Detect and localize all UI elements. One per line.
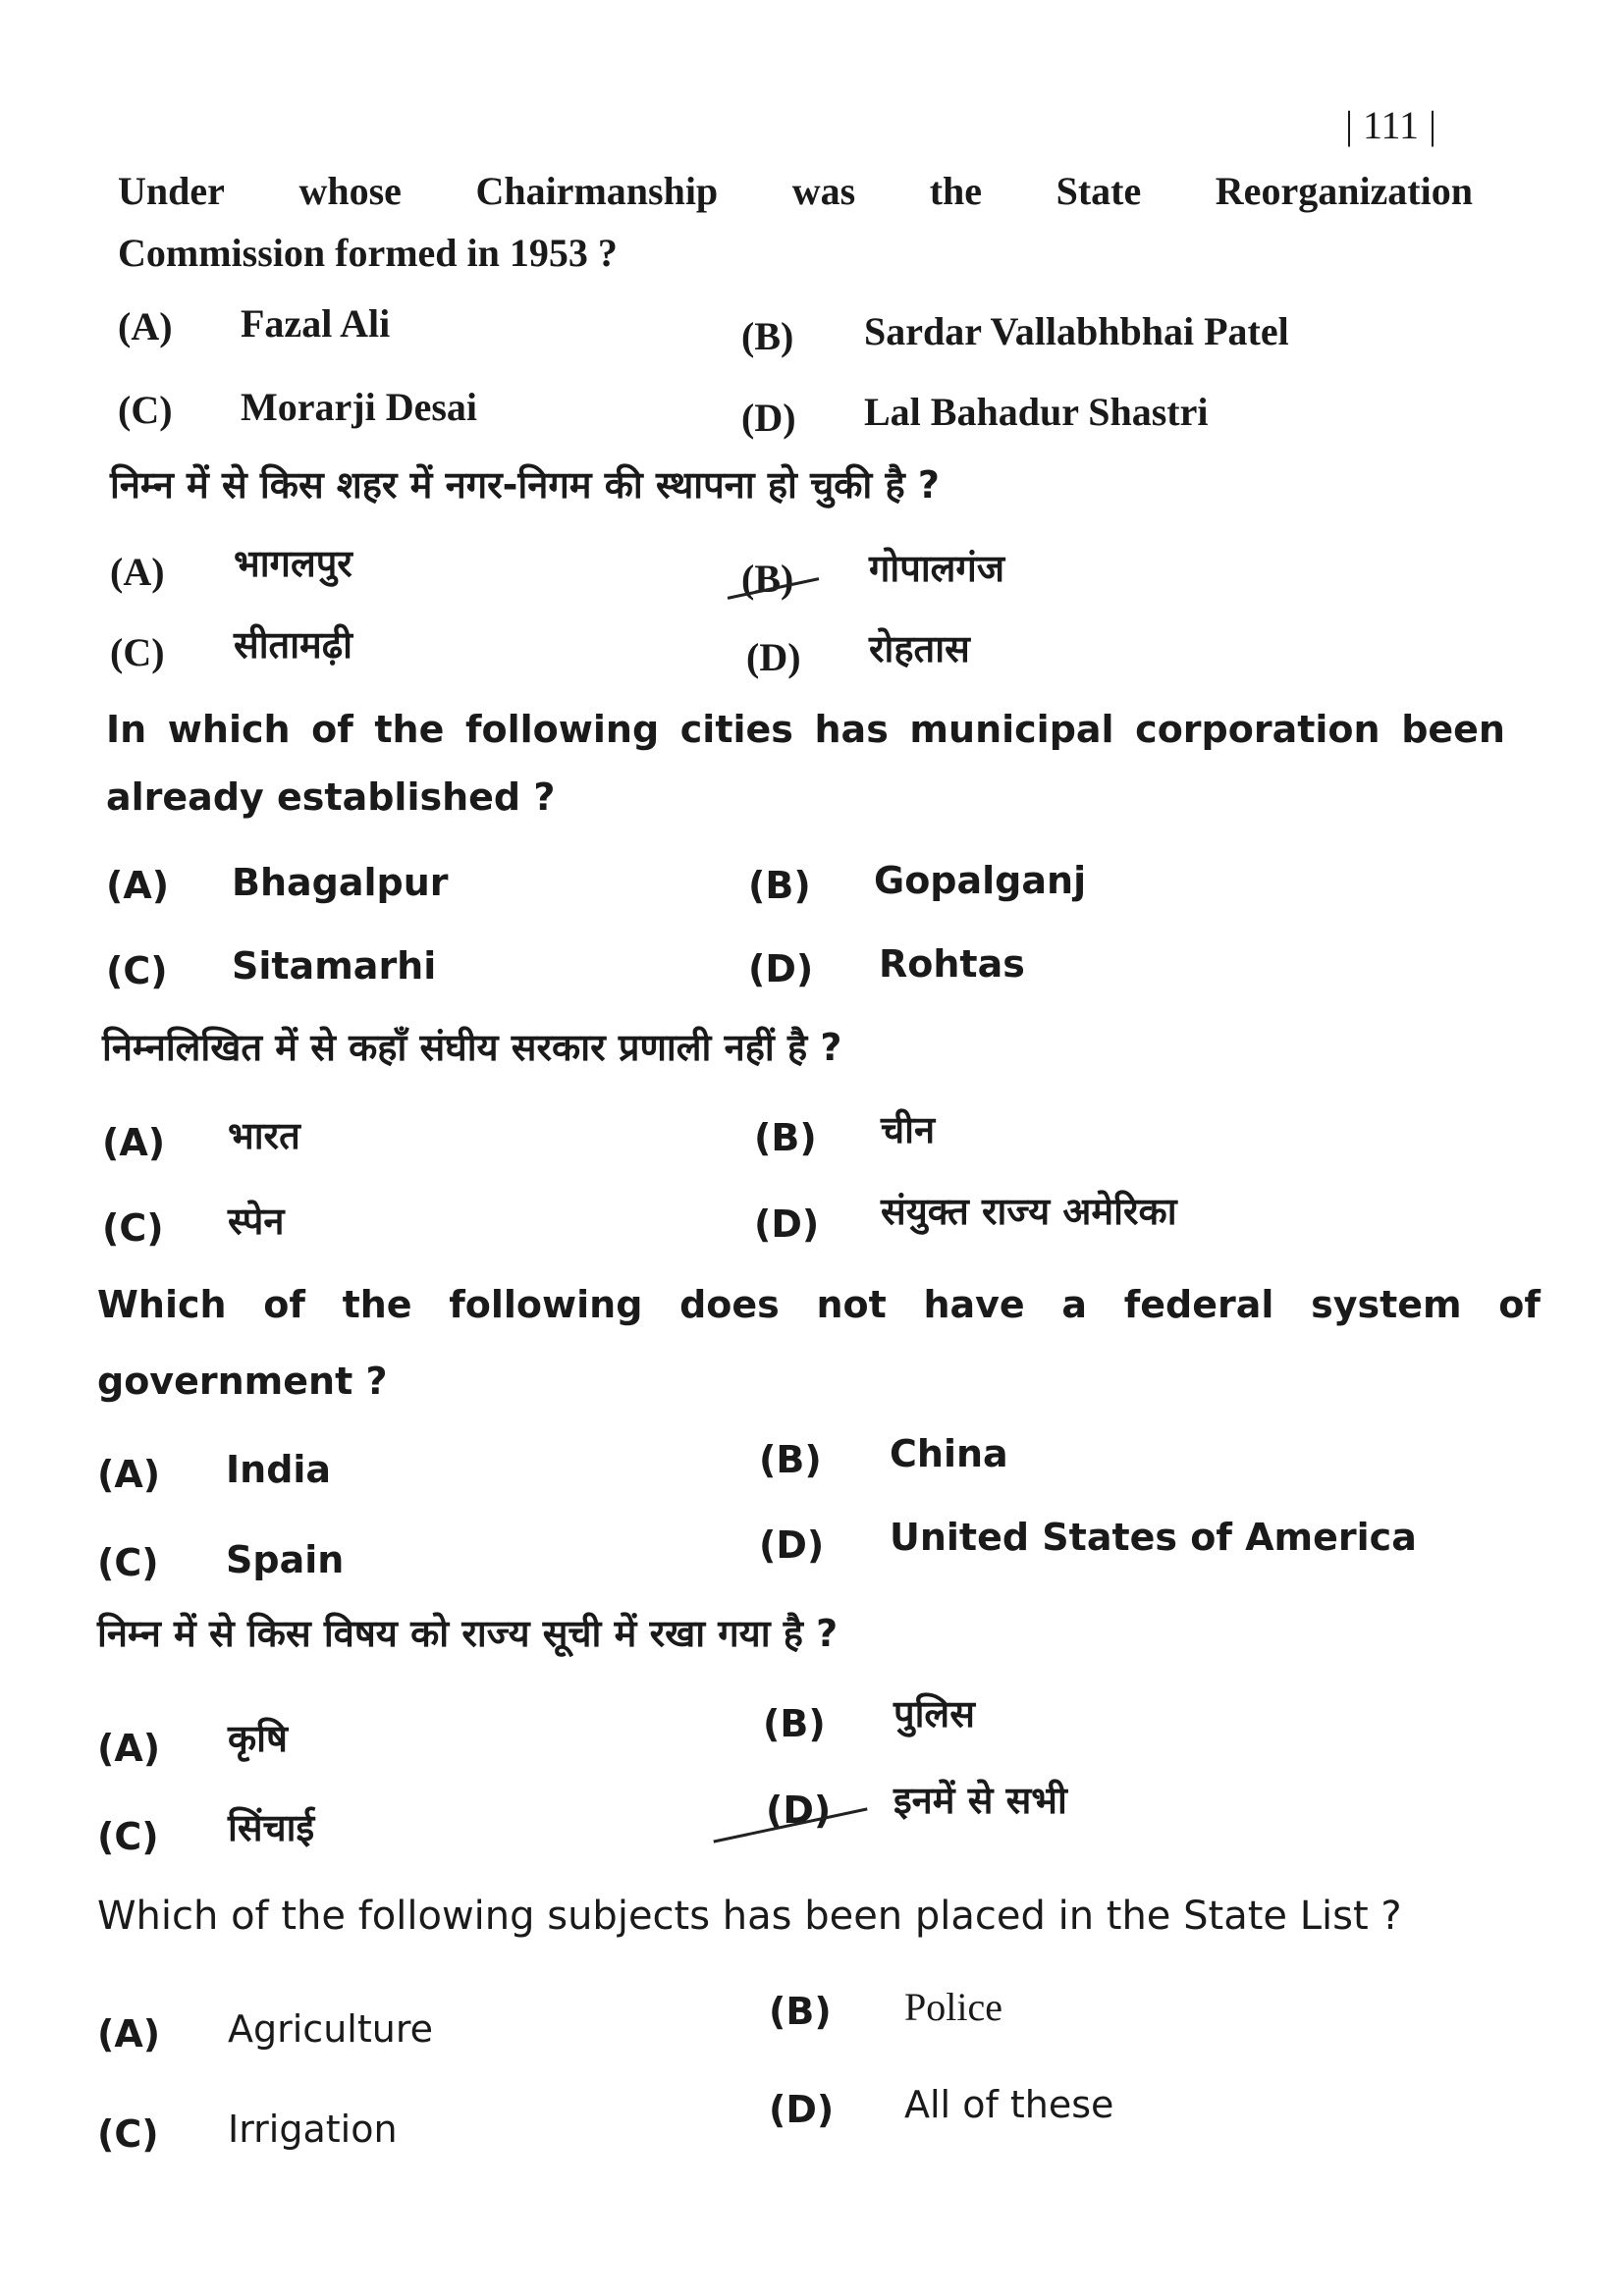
word: been: [1401, 708, 1505, 751]
question-6: निम्न में से किस विषय को राज्य सूची में रखा गया है ?: [97, 1612, 839, 1655]
option-label: (D): [759, 1523, 825, 1567]
question-5-line2: government ?: [97, 1360, 388, 1403]
question-5-line1: [97, 1283, 1541, 1326]
option-c: Sitamarhi: [232, 944, 437, 988]
option-c: Spain: [226, 1538, 345, 1581]
word: not: [816, 1283, 887, 1326]
word: of: [263, 1283, 305, 1326]
option-b: Sardar Vallabhbhai Patel: [864, 309, 1289, 353]
option-b: Police: [904, 1985, 1002, 2029]
option-label-marked: (D): [766, 1789, 832, 1832]
option-label: (C): [97, 1815, 159, 1858]
question-7: Which of the following subjects has been placed in the State List ?: [97, 1894, 1402, 1939]
word: was: [791, 169, 856, 213]
word: does: [679, 1283, 780, 1326]
question-4: निम्नलिखित में से कहाँ संघीय सरकार प्रणाली नहीं है ?: [102, 1026, 842, 1069]
option-d: Rohtas: [879, 942, 1025, 986]
option-a: India: [226, 1448, 332, 1491]
word: municipal: [909, 708, 1114, 751]
option-d: United States of America: [890, 1516, 1417, 1559]
option-c: सिंचाई: [228, 1806, 315, 1849]
word: the: [929, 169, 983, 213]
option-a: Agriculture: [228, 2007, 433, 2051]
word: federal: [1123, 1283, 1274, 1326]
option-label: (C): [97, 1541, 159, 1584]
option-label: (B): [769, 1990, 832, 2033]
option-label: (B): [763, 1702, 826, 1745]
word: whose: [298, 169, 402, 213]
word: State: [1056, 169, 1142, 213]
word: of: [311, 708, 353, 751]
option-a: कृषि: [228, 1717, 288, 1760]
word: Chairmanship: [475, 169, 719, 213]
option-d: रोहतास: [869, 627, 970, 670]
option-label: (B): [748, 864, 811, 907]
option-a: भागलपुर: [234, 542, 352, 585]
word: a: [1061, 1283, 1088, 1326]
word: the: [374, 708, 445, 751]
option-label: (A): [110, 550, 165, 594]
option-label: (A): [97, 2012, 161, 2056]
word: In: [106, 708, 147, 751]
word: system: [1311, 1283, 1462, 1326]
option-d: इनमें से सभी: [893, 1779, 1067, 1822]
option-label: (A): [97, 1727, 161, 1770]
option-c: सीतामढ़ी: [234, 623, 352, 667]
question-3-line2: already established ?: [106, 775, 556, 819]
option-label: (B): [754, 1116, 817, 1159]
option-d: All of these: [904, 2083, 1114, 2126]
option-label-marked: (B): [741, 557, 794, 601]
question-2: निम्न में से किस शहर में नगर-निगम की स्थापना हो चुकी है ?: [110, 463, 940, 507]
option-label: (D): [748, 947, 814, 990]
option-label: (A): [102, 1121, 166, 1164]
page-number: | 111 |: [1345, 103, 1437, 147]
option-b: पुलिस: [893, 1692, 975, 1735]
option-c: स्पेन: [228, 1200, 285, 1243]
option-label: (A): [106, 864, 170, 907]
word: have: [923, 1283, 1025, 1326]
word: the: [342, 1283, 412, 1326]
option-a: भारत: [228, 1114, 300, 1157]
word: Under: [118, 169, 225, 213]
option-label: (C): [102, 1206, 164, 1250]
option-label: (C): [110, 630, 165, 674]
option-label: (D): [741, 396, 796, 440]
option-b: चीन: [881, 1108, 936, 1151]
option-label: (C): [106, 949, 168, 992]
option-a: Bhagalpur: [232, 861, 449, 904]
option-label: (D): [754, 1202, 820, 1246]
option-label: (D): [746, 635, 801, 679]
option-label: (D): [769, 2088, 835, 2131]
word: Reorganization: [1215, 169, 1473, 213]
question-3-line1: [106, 708, 1505, 751]
option-b: गोपालगंज: [869, 547, 1005, 590]
option-label: (C): [118, 388, 173, 432]
word: has: [814, 708, 889, 751]
word: which: [167, 708, 291, 751]
option-label: (C): [97, 2112, 159, 2156]
word: cities: [679, 708, 793, 751]
word: following: [449, 1283, 643, 1326]
option-a: Fazal Ali: [241, 301, 391, 346]
word: corporation: [1135, 708, 1380, 751]
option-c: Morarji Desai: [241, 385, 478, 429]
option-b: China: [890, 1432, 1008, 1475]
option-label: (B): [741, 314, 794, 358]
option-d: Lal Bahadur Shastri: [864, 390, 1209, 434]
option-b: Gopalganj: [874, 859, 1087, 902]
option-d: संयुक्त राज्य अमेरिका: [881, 1190, 1177, 1233]
option-c: Irrigation: [228, 2108, 398, 2151]
word: of: [1498, 1283, 1541, 1326]
question-1-line2: Commission formed in 1953 ?: [118, 231, 618, 275]
option-label: (A): [97, 1453, 161, 1496]
option-label: (B): [759, 1438, 822, 1481]
option-label: (A): [118, 304, 173, 348]
question-1-line1: [118, 169, 1473, 213]
word: Which: [97, 1283, 227, 1326]
word: following: [464, 708, 660, 751]
